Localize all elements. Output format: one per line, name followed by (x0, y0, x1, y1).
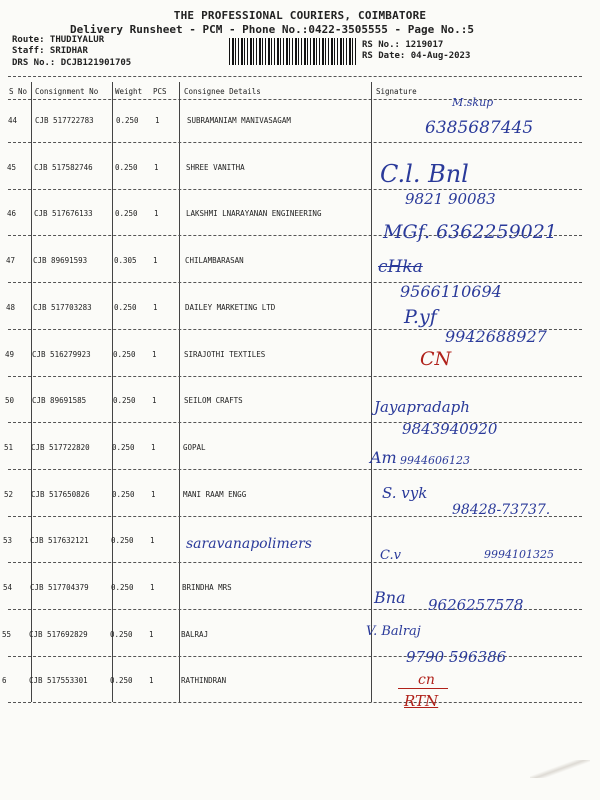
row-sno: 48 (6, 303, 16, 312)
handwriting-rtn-mark: RTN (404, 692, 439, 710)
row-consignment: CJB 517632121 (30, 536, 89, 545)
row-weight: 0.250 (113, 350, 136, 359)
row-weight: 0.250 (111, 583, 134, 592)
row-weight: 0.250 (111, 536, 134, 545)
handwriting-phone: 9843940920 (402, 420, 498, 438)
rs-number: RS No.: 1219017 (362, 40, 444, 50)
row-consignee: SHREE VANITHA (186, 163, 245, 172)
row-sno: 49 (5, 350, 15, 359)
handwriting-consignee: saravanapolimers (186, 536, 312, 552)
row-consignee: SEILOM CRAFTS (184, 396, 243, 405)
row-consignment: CJB 89691593 (33, 256, 88, 265)
handwriting-phone: 9944606123 (400, 454, 470, 467)
row-consignment: CJB 517553301 (29, 676, 88, 685)
row-consignment: CJB 517692829 (29, 630, 88, 639)
row-consignee: GOPAL (183, 443, 206, 452)
handwriting-phone: 9994101325 (484, 548, 554, 561)
runsheet-subtitle: Delivery Runsheet - PCM - Phone No.:0422-3505555 - Page No.:5 (70, 23, 474, 36)
rs-date: RS Date: 04-Aug-2023 (362, 51, 471, 61)
row-sno: 47 (6, 256, 16, 265)
row-sno: 44 (8, 116, 18, 125)
row-consignee: SUBRAMANIAM MANIVASAGAM (187, 116, 291, 125)
handwriting-signature: M.skup (452, 96, 494, 109)
row-divider (8, 142, 582, 143)
row-consignment: CJB 517722820 (31, 443, 90, 452)
row-pcs: 1 (149, 630, 154, 639)
header-rule-bottom (8, 99, 582, 100)
row-sno: 50 (5, 396, 15, 405)
handwriting-phone: 6385687445 (425, 118, 534, 138)
row-divider (8, 469, 582, 470)
row-weight: 0.250 (115, 209, 138, 218)
row-sno: 52 (4, 490, 14, 499)
handwriting-phone: MGf. 6362259021 (383, 221, 557, 243)
row-weight: 0.250 (110, 630, 133, 639)
row-pcs: 1 (154, 209, 159, 218)
row-pcs: 1 (153, 256, 158, 265)
row-sno: 6 (2, 676, 7, 685)
row-consignment: CJB 517582746 (34, 163, 93, 172)
col-pcs: PCS (153, 87, 167, 96)
row-sno: 54 (3, 583, 13, 592)
row-pcs: 1 (155, 116, 160, 125)
handwriting-cn-mark: CN (420, 348, 452, 370)
row-consignment: CJB 517722783 (35, 116, 94, 125)
row-pcs: 1 (154, 163, 159, 172)
row-weight: 0.250 (112, 490, 135, 499)
handwriting-phone: 9821 90083 (405, 190, 496, 208)
row-pcs: 1 (150, 583, 155, 592)
barcode (229, 38, 356, 65)
row-consignment: CJB 517703283 (33, 303, 92, 312)
col-weight: Weight (115, 87, 143, 96)
row-consignment: CJB 517650826 (31, 490, 90, 499)
header-rule-top (8, 76, 582, 77)
row-sno: 46 (7, 209, 17, 218)
row-pcs: 1 (152, 350, 157, 359)
handwriting-signature: C.v (380, 548, 401, 563)
handwriting-signature: P.yf (404, 306, 437, 328)
row-consignee: LAKSHMI LNARAYANAN ENGINEERING (186, 209, 322, 218)
drs-number: DRS No.: DCJB121901705 (12, 58, 132, 68)
row-weight: 0.305 (114, 256, 137, 265)
row-sno: 51 (4, 443, 14, 452)
handwriting-phone: 9626257578 (428, 596, 524, 614)
row-divider (8, 702, 582, 703)
handwriting-phone: 9566110694 (400, 282, 502, 301)
handwriting-cn-mark: cn (418, 672, 435, 688)
row-divider (8, 376, 582, 377)
row-consignment: CJB 517676133 (34, 209, 93, 218)
row-pcs: 1 (151, 443, 156, 452)
handwriting-signature: Am (370, 448, 397, 467)
col-signature: Signature (376, 87, 417, 96)
row-weight: 0.250 (116, 116, 139, 125)
row-consignee: RATHINDRAN (181, 676, 227, 685)
handwriting-signature: cHka (378, 257, 423, 277)
row-sno: 53 (3, 536, 13, 545)
row-consignee: BRINDHA MRS (182, 583, 232, 592)
row-consignee: SIRAJOTHI TEXTILES (184, 350, 266, 359)
row-consignee: BALRAJ (181, 630, 209, 639)
row-pcs: 1 (152, 396, 157, 405)
row-sno: 45 (7, 163, 17, 172)
handwriting-phone: 9942688927 (445, 327, 547, 346)
handwriting-phone: 9790 596386 (406, 648, 507, 666)
row-sno: 55 (2, 630, 12, 639)
row-consignment: CJB 516279923 (32, 350, 91, 359)
row-weight: 0.250 (113, 396, 136, 405)
paper-smudge (530, 760, 590, 778)
row-divider (8, 562, 582, 563)
row-pcs: 1 (150, 536, 155, 545)
row-pcs: 1 (151, 490, 156, 499)
route-label: Route: THUDIYALUR (12, 35, 105, 45)
col-consignment: Consignment No (35, 87, 99, 96)
handwriting-name: V. Balraj (366, 624, 421, 639)
row-weight: 0.250 (114, 303, 137, 312)
row-weight: 0.250 (112, 443, 135, 452)
staff-label: Staff: SRIDHAR (12, 46, 88, 56)
handwriting-signature: S. vyk (382, 484, 428, 502)
col-sno: S No (9, 87, 28, 96)
row-weight: 0.250 (115, 163, 138, 172)
row-consignment: CJB 517704379 (30, 583, 89, 592)
row-consignee: DAILEY MARKETING LTD (185, 303, 276, 312)
handwriting-signature: Bna (374, 588, 406, 607)
col-consignee: Consignee Details (184, 87, 261, 96)
row-pcs: 1 (153, 303, 158, 312)
handwriting-name: Jayapradaph (374, 398, 470, 416)
handwriting-phone: 98428-73737. (452, 502, 551, 518)
row-divider (8, 189, 582, 190)
row-consignee: MANI RAAM ENGG (183, 490, 247, 499)
red-underline (398, 688, 448, 689)
handwriting-signature: C.l. Bnl (380, 160, 469, 188)
row-consignment: CJB 89691585 (32, 396, 87, 405)
row-consignee: CHILAMBARASAN (185, 256, 244, 265)
company-title: THE PROFESSIONAL COURIERS, COIMBATORE (173, 9, 427, 22)
row-pcs: 1 (149, 676, 154, 685)
row-weight: 0.250 (110, 676, 133, 685)
